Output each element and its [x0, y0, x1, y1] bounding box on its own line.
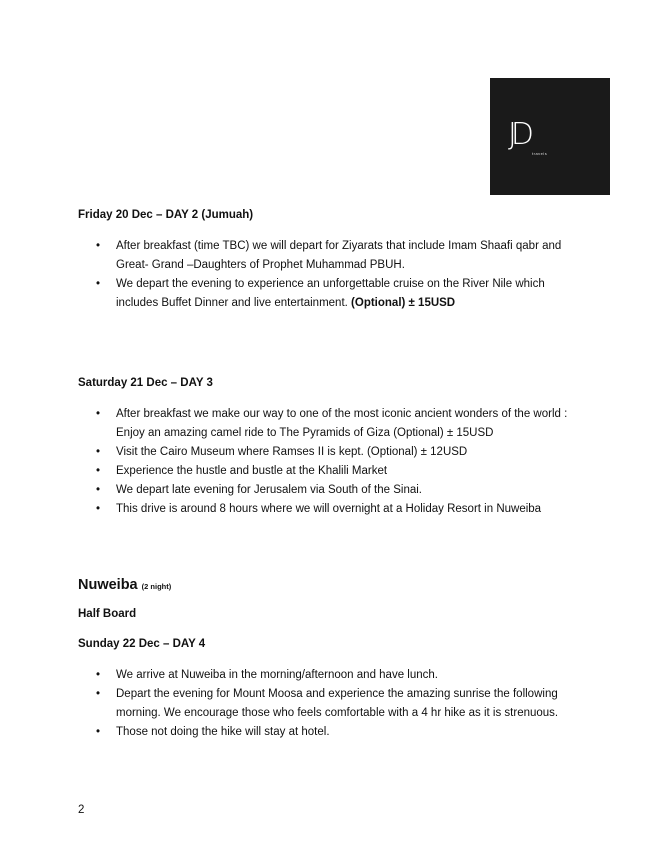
list-item: • Those not doing the hike will stay at hotel.	[78, 723, 588, 742]
logo-mark: JD	[508, 117, 528, 152]
logo-subtitle: travels	[532, 151, 548, 156]
list-item: • We depart the evening to experience an unforgettable cruise on the River Nile which includes Buffet Dinner and live entertainment. (Optional) ± 15USD	[78, 275, 588, 313]
company-logo	[490, 78, 610, 195]
day3-list	[78, 405, 588, 519]
day3-heading: Saturday 21 Dec – DAY 3	[78, 377, 213, 389]
board-type: Half Board	[78, 608, 137, 620]
day4-list	[78, 666, 588, 742]
list-item: • After breakfast we make our way to one of the most iconic ancient wonders of the world : Enjoy an amazing camel ride to The Pyramids of Giza (Optional) ± 15USD	[78, 405, 588, 443]
nuweiba-title: Nuweiba (2 night)	[78, 577, 172, 593]
list-item: • Depart the evening for Mount Moosa and experience the amazing sunrise the following morning. We encourage those who feels comfortable with a 4 hr hike as it is strenuous.	[78, 685, 588, 723]
page-number: 2	[78, 804, 85, 816]
list-item: • Experience the hustle and bustle at the Khalili Market	[78, 462, 588, 481]
list-item: • After breakfast (time TBC) we will depart for Ziyarats that include Imam Shaafi qabr and Great- Grand –Daughters of Prophet Muhammad PBUH.	[78, 237, 588, 275]
nights-note: (2 night)	[141, 582, 172, 591]
list-item: • We arrive at Nuweiba in the morning/afternoon and have lunch.	[78, 666, 588, 685]
list-item: • This drive is around 8 hours where we will overnight at a Holiday Resort in Nuweiba	[78, 500, 588, 519]
list-item: • Visit the Cairo Museum where Ramses II is kept. (Optional) ± 12USD	[78, 443, 588, 462]
day2-heading: Friday 20 Dec – DAY 2 (Jumuah)	[78, 209, 254, 221]
list-item: • We depart late evening for Jerusalem via South of the Sinai.	[78, 481, 588, 500]
day4-heading: Sunday 22 Dec – DAY 4	[78, 638, 206, 650]
day2-list	[78, 237, 588, 313]
optional-price: (Optional) ± 15USD	[351, 297, 456, 309]
